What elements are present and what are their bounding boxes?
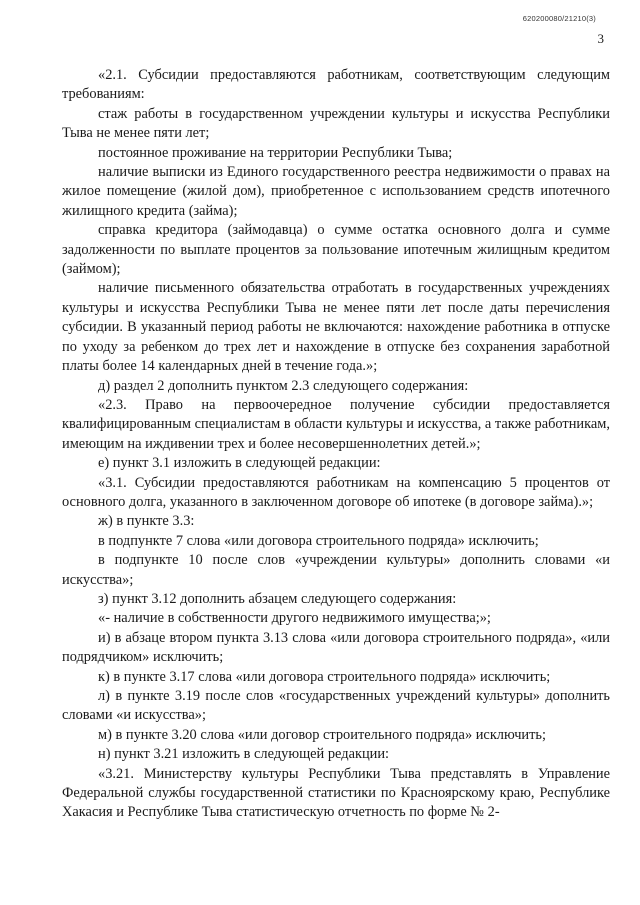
- paragraph: е) пункт 3.1 изложить в следующей редакции:: [98, 455, 381, 472]
- document-code: 620200080/21210(3): [522, 14, 596, 23]
- paragraph: справка кредитора (займодавца) о сумме остатка основного долга и сумме задолженности по выплате процентов за пользование ипотечным жилищным кредитом (займом);: [62, 222, 610, 278]
- paragraph: м) в пункте 3.20 слова «или договор строительного подряда» исключить;: [98, 726, 546, 743]
- paragraph: в подпункте 7 слова «или договора строительного подряда» исключить;: [98, 532, 539, 549]
- paragraph: и) в абзаце втором пункта 3.13 слова «или договора строительного подряда», «или подрядчиком» исключить;: [62, 629, 610, 666]
- document-body: [62, 66, 610, 823]
- paragraph: «3.21. Министерству культуры Республики Тыва представлять в Управление Федеральной службы государственной статистики по Красноярскому краю, Республике Хакасия и Республике Тыва статистическую отчетность по форме № 2-: [62, 765, 610, 821]
- paragraph: д) раздел 2 дополнить пунктом 2.3 следующего содержания:: [98, 377, 469, 394]
- paragraph: в подпункте 10 после слов «учреждении культуры» дополнить словами «и искусства»;: [62, 552, 610, 588]
- paragraph: з) пункт 3.12 дополнить абзацем следующего содержания:: [98, 590, 457, 607]
- paragraph: стаж работы в государственном учреждении культуры и искусства Республики Тыва не менее пяти лет;: [62, 105, 610, 142]
- paragraph: к) в пункте 3.17 слова «или договора строительного подряда» исключить;: [98, 668, 551, 685]
- page-number: 3: [597, 31, 604, 46]
- paragraph: «- наличие в собственности другого недвижимого имущества;»;: [98, 610, 491, 627]
- paragraph: «3.1. Субсидии предоставляются работникам на компенсацию 5 процентов от основного долга, указанного в заключенном договоре об ипотеке (в договоре займа).»;: [62, 474, 610, 510]
- paragraph: «2.1. Субсидии предоставляются работникам, соответствующим следующим требованиям:: [62, 67, 610, 103]
- paragraph: наличие выписки из Единого государственного реестра недвижимости о правах на жилое помещение (жилой дом), приобретенное с использованием средств ипотечного жилищного кредита (займа);: [62, 164, 610, 219]
- paragraph: наличие письменного обязательства отработать в государственных учреждениях культуры и искусства Республики Тыва не менее пяти лет после даты перечисления субсидии. В указанный период работы не включаются: нахождение работника в отпуске по уходу за ребенком до трех лет и нахождение в отпуске без сохранения заработной платы более 14 календарных дней в течение года.»;: [62, 280, 610, 375]
- paragraph: постоянное проживание на территории Республики Тыва;: [98, 144, 453, 161]
- paragraph: «2.3. Право на первоочередное получение субсидии предоставляется квалифицированным специалистам в области культуры и искусства, а также работникам, имеющим на иждивении трех и более несовершеннолетних детей.»;: [62, 396, 610, 452]
- paragraph: ж) в пункте 3.3:: [98, 513, 195, 530]
- paragraph: л) в пункте 3.19 после слов «государственных учреждений культуры» дополнить словами «и искусства»;: [62, 688, 610, 724]
- paragraph: н) пункт 3.21 изложить в следующей редакции:: [98, 746, 390, 763]
